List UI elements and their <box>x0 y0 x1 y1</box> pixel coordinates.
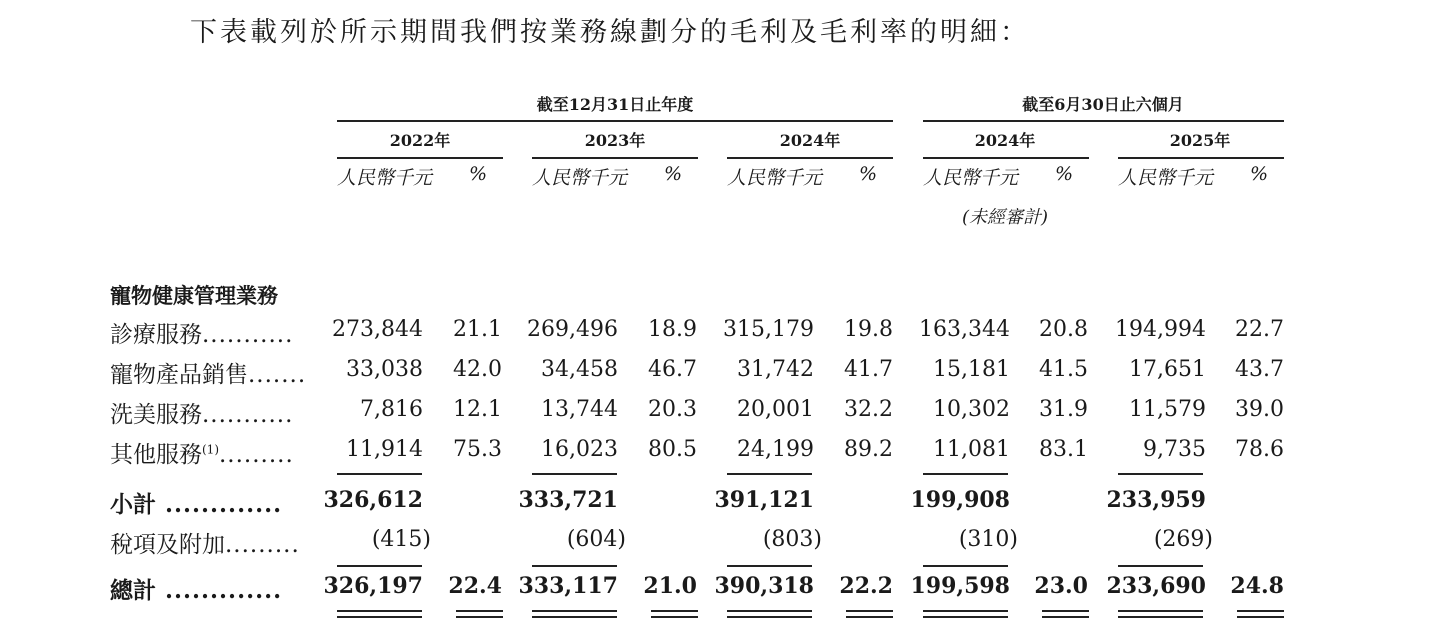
year-header-2022: 2022年 <box>389 131 451 150</box>
percent-cell: 32.2 <box>844 397 893 422</box>
percent-cell: 18.9 <box>648 317 697 342</box>
unaudited-note: (未經審計) <box>961 207 1049 228</box>
section-title: 寵物健康管理業務 <box>110 283 278 308</box>
row-label <box>110 436 294 469</box>
percent-cell: 41.7 <box>844 357 893 382</box>
total-underline <box>651 616 698 618</box>
row-label-text: 其他服務 <box>110 442 202 468</box>
total-underline <box>337 565 422 567</box>
total-underline <box>456 616 503 618</box>
percent-cell: 22.2 <box>839 573 893 599</box>
total-underline <box>1118 616 1203 618</box>
percent-cell: 43.7 <box>1235 357 1284 382</box>
row-label-text: 寵物產品銷售 <box>110 362 248 388</box>
leader-dots: ......... <box>225 532 300 558</box>
leader-dots: ........... <box>202 322 294 348</box>
total-underline <box>532 473 617 475</box>
total-underline <box>727 473 812 475</box>
amount-cell: 333,721 <box>518 487 618 513</box>
percent-cell: 80.5 <box>648 437 697 462</box>
group-rule-interim <box>923 120 1284 122</box>
percent-cell: 75.3 <box>453 437 502 462</box>
amount-cell: 194,994 <box>1115 317 1206 342</box>
pct-header: % <box>1054 163 1074 185</box>
total-underline <box>1237 610 1284 612</box>
amount-cell: 326,197 <box>323 573 423 599</box>
unit-header: 人民幣千元 <box>727 167 823 189</box>
percent-cell: 22.4 <box>448 573 502 599</box>
total-underline <box>1042 610 1089 612</box>
row-label <box>110 486 282 519</box>
percent-cell: 20.3 <box>648 397 697 422</box>
total-underline <box>1042 616 1089 618</box>
total-underline <box>532 616 617 618</box>
amount-cell: 11,081 <box>933 437 1010 462</box>
pct-header: % <box>858 163 878 185</box>
amount-cell: 199,598 <box>910 573 1010 599</box>
amount-cell: 233,690 <box>1106 573 1206 599</box>
leader-dots: ............. <box>156 577 283 604</box>
percent-cell: 22.7 <box>1235 317 1284 342</box>
total-underline <box>846 610 893 612</box>
year-header-2025-h1: 2025年 <box>1169 131 1231 150</box>
percent-cell: 42.0 <box>453 357 502 382</box>
total-underline <box>727 616 812 618</box>
year-rule <box>337 157 503 159</box>
amount-cell: 326,612 <box>323 487 423 513</box>
leader-dots: ............. <box>156 491 283 518</box>
amount-cell: 315,179 <box>723 317 814 342</box>
amount-cell: 390,318 <box>714 573 814 599</box>
amount-cell: 163,344 <box>919 317 1010 342</box>
amount-cell: 199,908 <box>910 487 1010 513</box>
percent-cell: 20.8 <box>1039 317 1088 342</box>
pct-header: % <box>1249 163 1269 185</box>
amount-cell: (269) <box>1153 527 1213 552</box>
year-header-2024: 2024年 <box>779 131 841 150</box>
amount-cell: 10,302 <box>933 397 1010 422</box>
row-label-text: 洗美服務 <box>110 402 202 428</box>
row-label-text: 稅項及附加 <box>110 532 225 558</box>
pct-header: % <box>468 163 488 185</box>
amount-cell: 34,458 <box>541 357 618 382</box>
amount-cell: 11,579 <box>1129 397 1206 422</box>
amount-cell: 391,121 <box>714 487 814 513</box>
total-underline <box>1118 610 1203 612</box>
percent-cell: 12.1 <box>453 397 502 422</box>
total-underline <box>1237 616 1284 618</box>
unit-header: 人民幣千元 <box>923 167 1019 189</box>
pct-header: % <box>663 163 683 185</box>
total-underline <box>532 565 617 567</box>
row-label-text: 診療服務 <box>110 322 202 348</box>
intro-text: 下表載列於所示期間我們按業務線劃分的毛利及毛利率的明細： <box>190 17 1030 48</box>
row-label <box>110 572 282 605</box>
amount-cell: 20,001 <box>737 397 814 422</box>
amount-cell: 9,735 <box>1143 437 1206 462</box>
total-underline <box>923 610 1008 612</box>
percent-cell: 83.1 <box>1039 437 1088 462</box>
percent-cell: 21.0 <box>643 573 697 599</box>
amount-cell: (415) <box>371 527 431 552</box>
amount-cell: 16,023 <box>541 437 618 462</box>
amount-cell: 7,816 <box>360 397 423 422</box>
percent-cell: 39.0 <box>1235 397 1284 422</box>
percent-cell: 89.2 <box>844 437 893 462</box>
total-underline <box>923 473 1008 475</box>
year-rule <box>1118 157 1284 159</box>
amount-cell: 33,038 <box>346 357 423 382</box>
year-rule <box>923 157 1089 159</box>
percent-cell: 19.8 <box>844 317 893 342</box>
row-label-text: 小計 <box>110 491 156 518</box>
year-header-2023: 2023年 <box>584 131 646 150</box>
row-label <box>110 526 300 559</box>
leader-dots: ....... <box>248 362 307 388</box>
amount-cell: 17,651 <box>1129 357 1206 382</box>
year-rule <box>727 157 893 159</box>
percent-cell: 46.7 <box>648 357 697 382</box>
total-underline <box>846 616 893 618</box>
total-underline <box>337 473 422 475</box>
percent-cell: 41.5 <box>1039 357 1088 382</box>
percent-cell: 23.0 <box>1034 573 1088 599</box>
row-label <box>110 396 293 429</box>
total-underline <box>923 616 1008 618</box>
leader-dots: ........... <box>202 402 294 428</box>
row-label-text: 總計 <box>110 577 156 604</box>
amount-cell: (803) <box>762 527 822 552</box>
amount-cell: 273,844 <box>332 317 423 342</box>
year-header-2024-h1: 2024年 <box>974 131 1036 150</box>
total-underline <box>337 610 422 612</box>
amount-cell: 24,199 <box>737 437 814 462</box>
leader-dots: ......... <box>219 442 294 468</box>
amount-cell: 11,914 <box>346 437 423 462</box>
unit-header: 人民幣千元 <box>532 167 628 189</box>
footnote-marker: (1) <box>202 442 219 457</box>
amount-cell: 233,959 <box>1106 487 1206 513</box>
percent-cell: 24.8 <box>1230 573 1284 599</box>
amount-cell: 31,742 <box>737 357 814 382</box>
percent-cell: 31.9 <box>1039 397 1088 422</box>
amount-cell: 269,496 <box>527 317 618 342</box>
total-underline <box>651 610 698 612</box>
total-underline <box>1118 565 1203 567</box>
amount-cell: 333,117 <box>518 573 618 599</box>
total-underline <box>1118 473 1203 475</box>
group-rule-annual <box>337 120 893 122</box>
total-underline <box>532 610 617 612</box>
total-underline <box>923 565 1008 567</box>
amount-cell: (310) <box>958 527 1018 552</box>
row-label <box>110 356 306 389</box>
total-underline <box>727 610 812 612</box>
total-underline <box>456 610 503 612</box>
row-label <box>110 316 293 349</box>
unit-header: 人民幣千元 <box>337 167 433 189</box>
amount-cell: (604) <box>566 527 626 552</box>
total-underline <box>337 616 422 618</box>
year-rule <box>532 157 698 159</box>
percent-cell: 78.6 <box>1235 437 1284 462</box>
percent-cell: 21.1 <box>453 317 502 342</box>
group-header-interim: 截至6月30日止六個月 <box>1022 95 1184 114</box>
total-underline <box>727 565 812 567</box>
amount-cell: 15,181 <box>933 357 1010 382</box>
unit-header: 人民幣千元 <box>1118 167 1214 189</box>
amount-cell: 13,744 <box>541 397 618 422</box>
group-header-annual: 截至12月31日止年度 <box>536 95 694 114</box>
